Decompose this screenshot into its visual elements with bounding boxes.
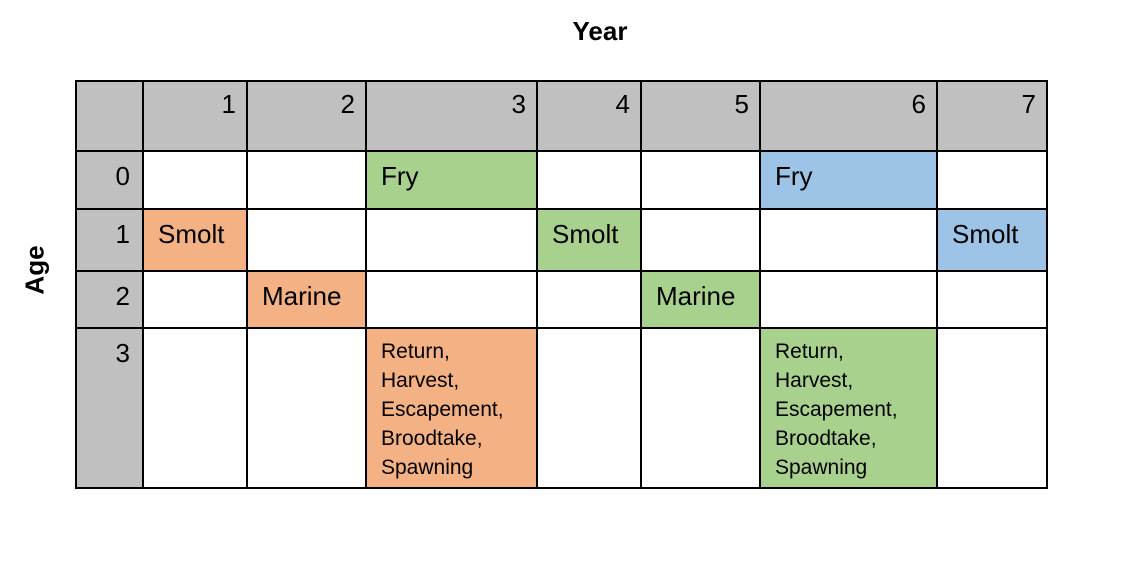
cell-return-year6 — [760, 328, 937, 488]
year-header-7: 7 — [937, 81, 1047, 151]
life-cycle-table — [75, 80, 1048, 489]
cell-smolt-year4 — [537, 209, 641, 271]
age-row-1 — [76, 209, 1047, 271]
year-header-row — [76, 81, 1047, 151]
cell-empty — [247, 151, 366, 209]
year-header-2: 2 — [247, 81, 366, 151]
stage-escapement: Escapement, — [381, 398, 504, 421]
cell-marine-year5 — [641, 271, 760, 328]
stage-spawning: Spawning — [381, 456, 474, 479]
smolt-label: Smolt — [552, 219, 619, 249]
stage-broodtake: Broodtake, — [381, 427, 483, 450]
cell-fry-year3 — [366, 151, 537, 209]
year-header-6: 6 — [760, 81, 937, 151]
cell-empty — [641, 209, 760, 271]
cell-empty — [143, 151, 247, 209]
stage-harvest: Harvest, — [381, 369, 460, 392]
x-axis-title: Year — [572, 16, 628, 46]
cell-empty — [247, 328, 366, 488]
stage-spawning: Spawning — [775, 456, 868, 479]
cell-empty — [760, 209, 937, 271]
cell-smolt-year7 — [937, 209, 1047, 271]
marine-label: Marine — [656, 281, 736, 311]
age-header-0: 0 — [76, 151, 143, 209]
fry-label: Fry — [775, 161, 813, 191]
cell-empty — [366, 209, 537, 271]
cell-empty — [143, 271, 247, 328]
marine-label: Marine — [262, 281, 342, 311]
year-header-4: 4 — [537, 81, 641, 151]
fry-label: Fry — [381, 161, 419, 191]
return-stages-label — [367, 329, 536, 482]
corner-cell — [76, 81, 143, 151]
y-axis-title: Age — [19, 245, 50, 295]
stage-broodtake: Broodtake, — [775, 427, 877, 450]
return-stages-label — [761, 329, 936, 482]
age-row-2 — [76, 271, 1047, 328]
age-header-3: 3 — [76, 328, 143, 488]
cell-empty — [366, 271, 537, 328]
cell-empty — [641, 328, 760, 488]
cell-empty — [247, 209, 366, 271]
cell-empty — [537, 151, 641, 209]
age-header-2: 2 — [76, 271, 143, 328]
cell-empty — [937, 151, 1047, 209]
age-header-1: 1 — [76, 209, 143, 271]
year-header-1: 1 — [143, 81, 247, 151]
cell-empty — [641, 151, 760, 209]
year-header-3: 3 — [366, 81, 537, 151]
cell-empty — [937, 328, 1047, 488]
cell-empty — [143, 328, 247, 488]
cell-empty — [937, 271, 1047, 328]
age-row-0 — [76, 151, 1047, 209]
smolt-label: Smolt — [158, 219, 225, 249]
stage-harvest: Harvest, — [775, 369, 854, 392]
stage-return: Return, — [381, 340, 450, 363]
cell-fry-year6 — [760, 151, 937, 209]
cell-marine-year2 — [247, 271, 366, 328]
cell-empty — [760, 271, 937, 328]
cell-empty — [537, 328, 641, 488]
year-header-5: 5 — [641, 81, 760, 151]
age-row-3 — [76, 328, 1047, 488]
stage-escapement: Escapement, — [775, 398, 898, 421]
cell-empty — [537, 271, 641, 328]
smolt-label: Smolt — [952, 219, 1019, 249]
cell-return-year3 — [366, 328, 537, 488]
cell-smolt-year1 — [143, 209, 247, 271]
stage-return: Return, — [775, 340, 844, 363]
